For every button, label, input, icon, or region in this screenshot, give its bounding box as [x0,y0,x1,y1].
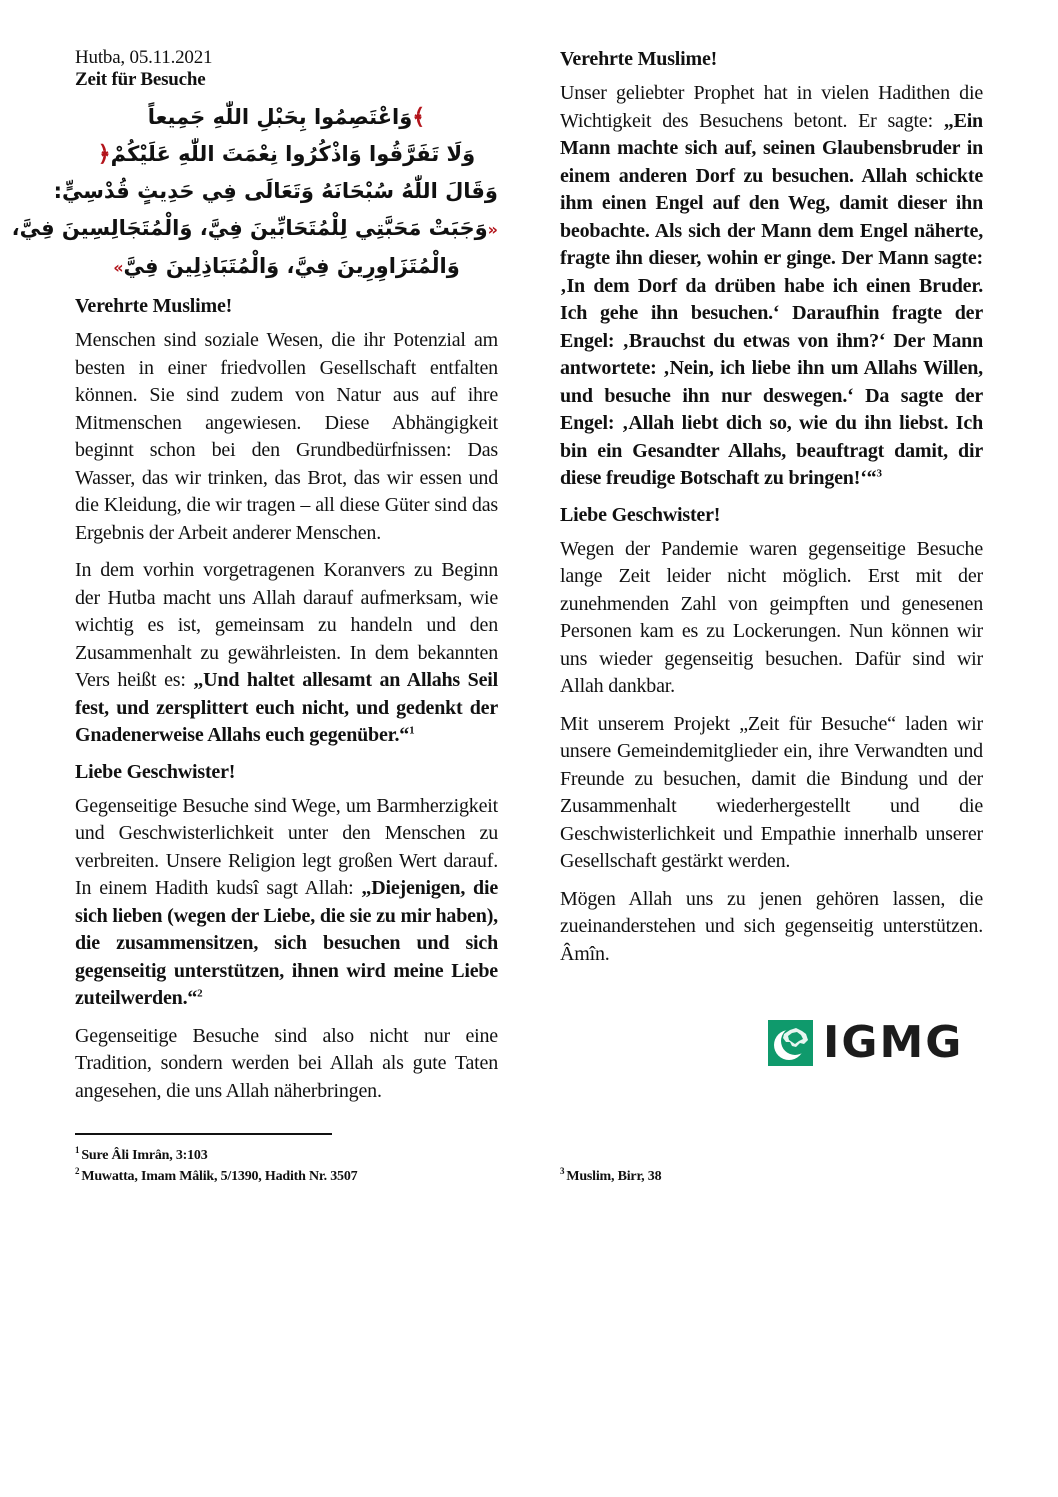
logo-wordmark: IGMG [823,1017,964,1068]
footnotes-left [75,1145,498,1187]
footnote-ref[interactable]: 1 [409,724,415,737]
footnote-ref[interactable]: 3 [876,467,882,480]
paragraph: Unser geliebter Prophet hat in vielen Hadithen die Wichtigkeit des Besuchens betont. Er sagte: „Ein Mann machte sich auf, seinen Glaubensbruder in einem anderen Dorf zu besuchen. Allah schickte ihm einen Engel auf den Weg, damit dieser ihn beobachte. Als sich der Mann dem Engel näherte, fragte ihn dieser, wohin er ginge. Der Mann sagte: ‚In dem Dorf da drüben habe ich einen Bruder. Ich gehe ihn besuchen.‘ Daraufhin fragte der Engel: ‚Brauchst du etwas von ihm?‘ Der Mann antwortete: ‚Nein, ich liebe ihn um Allahs Willen, und besuche ihn nur deswegen.‘ Da sagte der Engel: ‚Allah liebt dich so, wie du ihn liebst. Ich bin ein Gesandter Allahs, beauftragt damit, dir diese freudige Botschaft zu bringen!‘“$^3$ [560,82,983,489]
paragraph: Gegenseitige Besuche sind Wege, um Barmherzigkeit und Geschwisterlichkeit unter den Menschen zu verbreiten. Unsere Religion legt großen Wert darauf. In einem Hadith kudsî sagt Allah: „Diejenigen, die sich lieben (wegen der Liebe, die sie zu mir haben), die zusammensitzen, sich besuchen und sich gegenseitig unterstützen, ihnen wird meine Liebe zuteilwerden.“$^2$ [75,794,499,1009]
section-heading: Liebe Geschwister! [560,503,721,526]
bottom-margin [0,1187,1058,1247]
quote-open-mark: « [487,220,498,239]
arabic-verse-line-2: وَلَا تَفَرَّقُوا وَاذْكُرُوا نِعْمَتَ اللّٰهِ عَلَيْكُمْ﴿ [97,142,476,167]
footnote-area-right [560,1128,983,1187]
footnote-item: $^2$ Muwatta, Imam Mâlik, 5/1390, Hadith Nr. 3507 [75,1166,358,1184]
arabic-hadith-line-2: وَالْمُتَزَاوِرِينَ فِيَّ، وَالْمُتَبَاذِلِينَ فِيَّ» [113,254,460,278]
right-column [560,47,983,1187]
arabic-hadith-line-1: «وَجَبَتْ مَحَبَّتِي لِلْمُتَحَابِّينَ فِيَّ، وَالْمُتَجَالِسِينَ فِيَّ، [11,216,498,240]
footnote-separator [75,1133,332,1135]
date-line: Hutba, 05.11.2021 [75,47,213,68]
arabic-verse-line-1: ﴾وَاعْتَصِمُوا بِحَبْلِ اللّٰهِ جَمِيعاً [147,105,426,130]
footnote-ref[interactable]: 2 [197,987,203,1000]
paragraph: Wegen der Pandemie waren gegenseitige Besuche lange Zeit leider nicht möglich. Erst mit der zunehmenden Zahl von geimpften und genesenen Personen kam es zu Lockerungen. Nun können wir uns wieder gegenseitig besuchen. Dafür sind wir Allah dankbar. [560,537,983,697]
paragraph: In dem vorhin vorgetragenen Koranvers zu Beginn der Hutba macht uns Allah darauf aufmerksam, wie wichtig es ist, gemeinsam zu handeln und den Zusammenhalt zu gewährleisten. In dem bekannten Vers heißt es: „Und haltet allesamt an Allahs Seil fest, und zersplittert euch nicht, und gedenkt der Gnadenerweise Allahs euch gegenüber.“$^1$ [75,559,498,746]
igmg-logo [768,1017,976,1068]
crescent-europe-map-icon [768,1020,813,1066]
ornament-close-icon: ﴿ [97,142,111,167]
footnotes-right [560,1166,983,1187]
arabic-block [11,99,498,286]
section-heading: Verehrte Muslime! [75,295,233,317]
footnote-area-left [75,1105,498,1187]
footnote-item: $^1$ Sure Âli Imrân, 3:103 [75,1145,208,1163]
paragraph: Mit unserem Projekt „Zeit für Besuche“ laden wir unsere Gemeindemitglieder ein, ihre Verwandten und Freunde zu besuchen, damit die Bindung und der Zusammenhalt wiederhergestellt und die Geschwisterlichkeit und Empathie innerhalb unserer Gesellschaft gestärkt werden. [560,712,983,872]
document-title: Zeit für Besuche [75,69,206,90]
paragraph: Gegenseitige Besuche sind also nicht nur eine Tradition, sondern werden bei Allah als gute Taten angesehen, die uns Allah näherbringen. [75,1024,498,1102]
section-heading: Verehrte Muslime! [560,48,718,70]
paragraph: Mögen Allah uns zu jenen gehören lassen, die zueinanderstehen und sich gegenseitig unterstützen. Âmîn. [560,887,983,965]
ornament-open-icon: ﴾ [412,105,426,130]
footnote-item: $^3$ Muslim, Birr, 38 [560,1166,662,1184]
left-column [11,47,499,1187]
quote-close-mark: » [113,258,124,277]
section-heading: Liebe Geschwister! [75,760,236,783]
arabic-intro-line: وَقَالَ اللّٰهُ سُبْحَانَهُ وَتَعَالَى فِي حَدِيثٍ قُدْسِيٍّ: [53,179,498,203]
paragraph: Menschen sind soziale Wesen, die ihr Potenzial am besten in einer friedvollen Gesellschaft entfalten können. Sie sind zudem von Natur aus auf ihre Mitmenschen angewiesen. Diese Abhängigkeit beginnt schon bei den Grundbedürfnissen: Das Wasser, das wir trinken, das Brot, das wir essen und die Kleidung, die wir tragen – all diese Güter sind das Ergebnis der Arbeit anderer Menschen. [75,329,498,544]
